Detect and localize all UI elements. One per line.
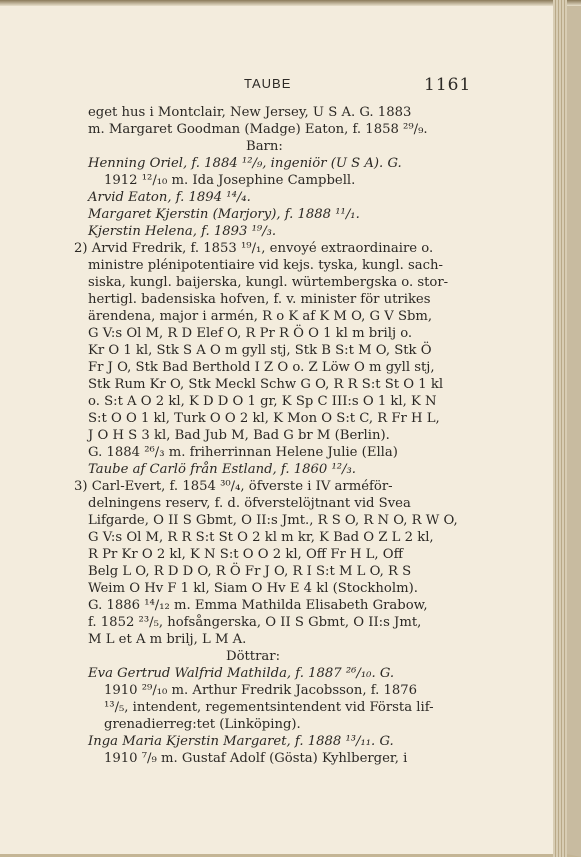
text-line: Kjerstin Helena, f. 1893 ¹⁹/₃. xyxy=(88,224,277,239)
header-title: TAUBE xyxy=(244,76,292,91)
page-number: 1161 xyxy=(424,75,472,95)
text-line: Kr O 1 kl, Stk S A O m gyll stj, Stk B S:t M O, Stk Ö xyxy=(88,343,432,358)
text-line: 1910 ⁷/₉ m. Gustaf Adolf (Gösta) Kyhlberger, i xyxy=(104,751,408,766)
text-line: Taube af Carlö från Estland, f. 1860 ¹²/₃. xyxy=(88,462,356,477)
text-line: grenadierreg:tet (Linköping). xyxy=(104,717,301,732)
text-line: siska, kungl. baijerska, kungl. würtembergska o. stor- xyxy=(88,275,449,290)
text-line: Henning Oriel, f. 1884 ¹²/₉, ingeniör (U S A). G. xyxy=(88,156,402,171)
text-line: hertigl. badensiska hofven, f. v. minister för utrikes xyxy=(88,292,431,307)
page-edge xyxy=(553,0,567,857)
text-line: 2) Arvid Fredrik, f. 1853 ¹⁹/₁, envoyé extraordinaire o. xyxy=(74,241,434,256)
text-line: delningens reserv, f. d. öfverstelöjtnant vid Svea xyxy=(88,496,411,511)
text-line: ¹³/₅, intendent, regementsintendent vid Första lif- xyxy=(104,700,434,715)
section-heading-dottrar: Döttrar: xyxy=(226,649,281,664)
text-line: o. S:t A O 2 kl, K D D O 1 gr, K Sp C III:s O 1 kl, K N xyxy=(88,394,437,409)
text-line: Stk Rum Kr O, Stk Meckl Schw G O, R R S:t St O 1 kl xyxy=(88,377,444,392)
text-line: G V:s Ol M, R R S:t St O 2 kl m kr, K Bad O Z L 2 kl, xyxy=(88,530,434,545)
text-line: M L et A m brilj, L M A. xyxy=(88,632,247,647)
text-line: Arvid Eaton, f. 1894 ¹⁴/₄. xyxy=(88,190,251,205)
text-line: Inga Maria Kjerstin Margaret, f. 1888 ¹³/₁₁. G. xyxy=(88,734,394,749)
text-line: Margaret Kjerstin (Marjory), f. 1888 ¹¹/₁. xyxy=(88,207,360,222)
text-line: 1910 ²⁹/₁₀ m. Arthur Fredrik Jacobsson, f. 1876 xyxy=(104,683,418,698)
text-line: ärendena, major i armén, R o K af K M O, G V Sbm, xyxy=(88,309,433,324)
text-line: Fr J O, Stk Bad Berthold I Z O o. Z Löw O m gyll stj, xyxy=(88,360,435,375)
page-top-edge xyxy=(0,0,581,6)
text-line: m. Margaret Goodman (Madge) Eaton, f. 1858 ²⁹/₉. xyxy=(88,122,428,137)
text-line: J O H S 3 kl, Bad Jub M, Bad G br M (Berlin). xyxy=(88,428,390,443)
text-line: G. 1884 ²⁶/₃ m. friherrinnan Helene Julie (Ella) xyxy=(88,445,398,460)
body-text xyxy=(74,104,468,767)
text-line: ministre plénipotentiaire vid kejs. tyska, kungl. sach- xyxy=(88,258,443,273)
text-line: G. 1886 ¹⁴/₁₂ m. Emma Mathilda Elisabeth Grabow, xyxy=(88,598,428,613)
text-line: 3) Carl-Evert, f. 1854 ³⁰/₄, öfverste i IV arméför- xyxy=(74,479,393,494)
text-line: eget hus i Montclair, New Jersey, U S A. G. 1883 xyxy=(88,105,412,120)
text-line: S:t O O 1 kl, Turk O O 2 kl, K Mon O S:t C, R Fr H L, xyxy=(88,411,440,426)
text-line: Eva Gertrud Walfrid Mathilda, f. 1887 ²⁶/₁₀. G. xyxy=(88,666,395,681)
text-line: R Pr Kr O 2 kl, K N S:t O O 2 kl, Off Fr H L, Off xyxy=(88,547,403,562)
text-line: Lifgarde, O II S Gbmt, O II:s Jmt., R S O, R N O, R W O, xyxy=(88,513,458,528)
text-line: Weim O Hv F 1 kl, Siam O Hv E 4 kl (Stockholm). xyxy=(88,581,418,596)
section-heading-barn: Barn: xyxy=(246,139,283,154)
running-header xyxy=(0,76,560,98)
text-line: G V:s Ol M, R D Elef O, R Pr R Ö O 1 kl m brilj o. xyxy=(88,326,413,341)
text-line: f. 1852 ²³/₅, hofsångerska, O II S Gbmt, O II:s Jmt, xyxy=(88,615,422,630)
text-line: Belg L O, R D D O, R Ö Fr J O, R I S:t M L O, R S xyxy=(88,564,412,579)
text-line: 1912 ¹²/₁₀ m. Ida Josephine Campbell. xyxy=(104,173,356,188)
